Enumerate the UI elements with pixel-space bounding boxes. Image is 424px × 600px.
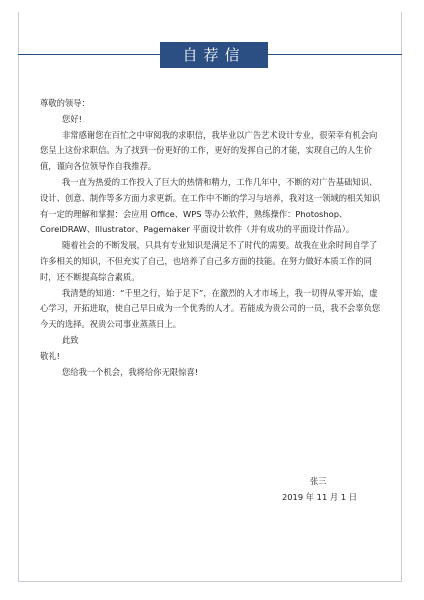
paragraph-1: 非常感谢您在百忙之中审阅我的求职信，我毕业以广告艺术设计专业，很荣幸有机会向您呈上这份求职信。为了找到一份更好的工作，更好的发挥自己的才能，实现自己的人生价值，谨向各位领导作自我推荐。 <box>40 129 378 172</box>
letter-body <box>40 96 384 380</box>
salutation: 尊敬的领导： <box>40 98 90 108</box>
paragraph-2: 我一直为热爱的工作投入了巨大的热情和精力，工作几年中，不断的对广告基础知识、设计、创意、制作等多方面力求更新。在工作中不断的学习与培养，我对这一领域的相关知识有一定的理解和掌握：会应用 Office、WPS 等办公软件，熟练操作：Photoshop、CorelDRAW、Illustrator、Pagemaker 平面设计软件（并有成功的平面设计作品）。 <box>40 176 381 235</box>
signature-date: 2019 年 11 月 1 日 <box>282 492 358 502</box>
closing-line-2: 敬礼! <box>40 350 60 361</box>
closing-line-1: 此致 <box>62 334 79 345</box>
page-title: 自荐信 <box>160 42 268 68</box>
paragraph-3: 随着社会的不断发展，只具有专业知识是满足不了时代的需要。故我在业余时间自学了许多相关的知识，不但充实了自己，也培养了自己多方面的技能。在努力做好本质工作的同时，还不断提高综合素质。 <box>40 240 378 282</box>
paragraph-4: 我清楚的知道：“千里之行，始于足下”，在激烈的人才市场上，我一切得从零开始，虚心学习，开拓进取，使自己早日成为一个优秀的人才。若能成为贵公司的一员，我不会辜负您今天的选择。祝贵公司事业蒸蒸日上。 <box>40 287 381 330</box>
greeting: 您好! <box>62 113 82 124</box>
postscript: 您给我一个机会，我将给你无限惊喜! <box>62 366 199 377</box>
title-line-right <box>268 54 402 55</box>
title-line-left <box>18 54 160 55</box>
signature-name: 张三 <box>310 476 327 486</box>
